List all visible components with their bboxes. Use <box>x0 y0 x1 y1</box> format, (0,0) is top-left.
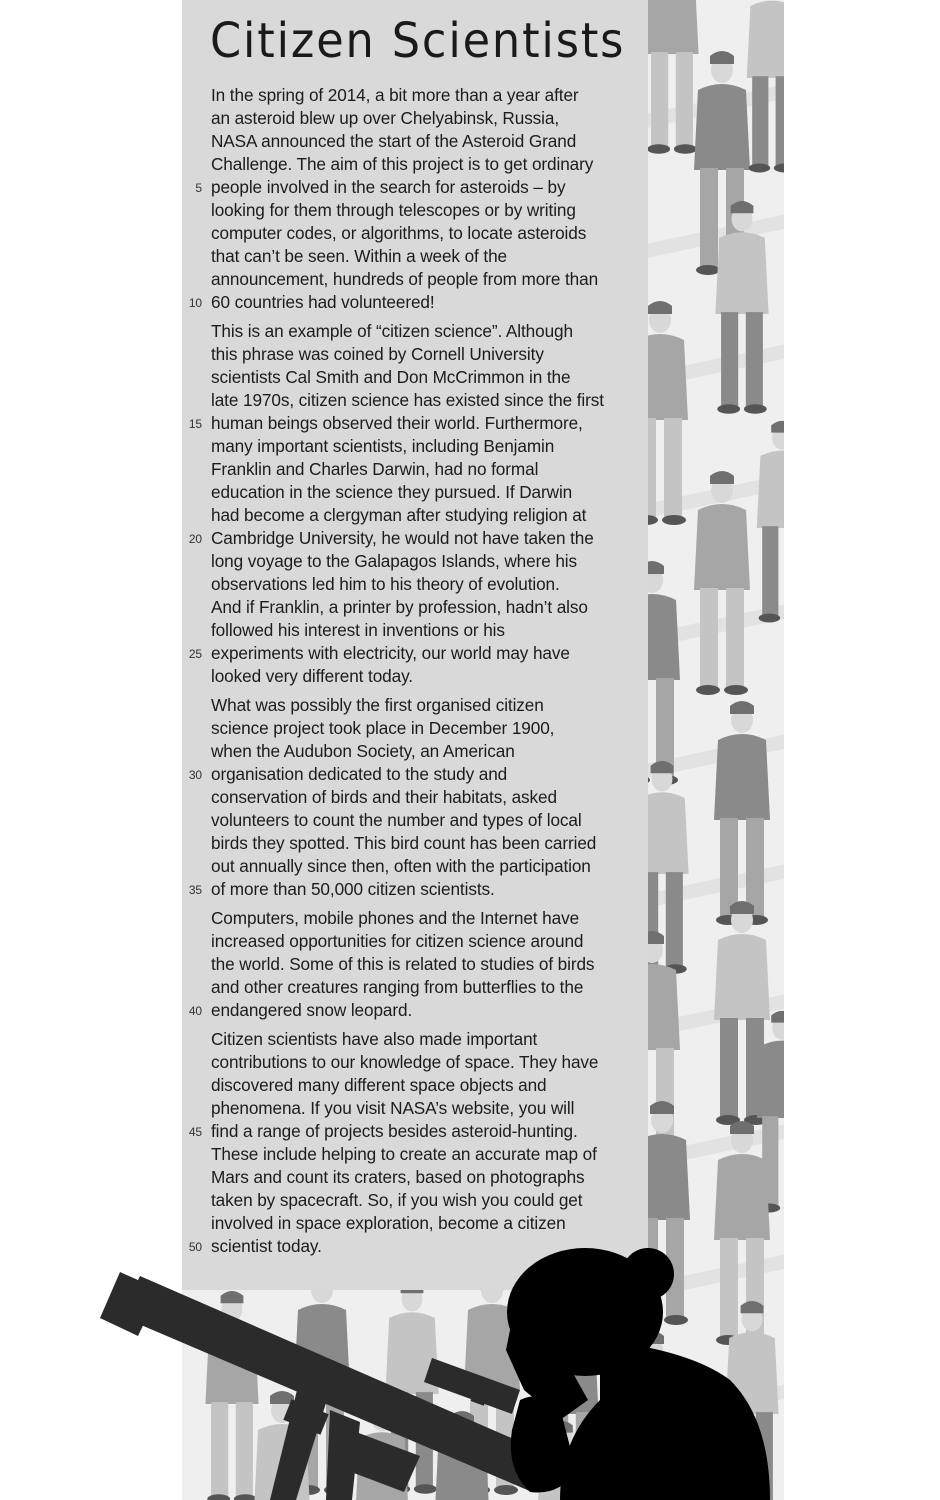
line-text: the world. Some of this is related to studies of birds <box>211 954 595 974</box>
text-line <box>182 1189 648 1212</box>
paragraph <box>182 694 648 901</box>
line-text: that can’t be seen. Within a week of the <box>211 246 508 266</box>
line-number: 35 <box>188 883 202 897</box>
text-line <box>182 291 648 314</box>
line-text: In the spring of 2014, a bit more than a year after <box>211 85 579 105</box>
text-line <box>182 412 648 435</box>
text-line <box>182 343 648 366</box>
line-number: 20 <box>188 532 202 546</box>
line-text: Franklin and Charles Darwin, had no formal <box>211 459 539 479</box>
text-line <box>182 458 648 481</box>
text-line <box>182 763 648 786</box>
text-line <box>182 320 648 343</box>
line-text: Computers, mobile phones and the Internet have <box>211 908 580 928</box>
text-line <box>182 245 648 268</box>
line-text: experiments with electricity, our world may have <box>211 643 570 663</box>
line-text: had become a clergyman after studying religion at <box>211 505 587 525</box>
text-line <box>182 740 648 763</box>
line-text: followed his interest in inventions or his <box>211 620 505 640</box>
line-text: NASA announced the start of the Asteroid Grand <box>211 131 577 151</box>
text-line <box>182 527 648 550</box>
text-line <box>182 665 648 688</box>
line-text: education in the science they pursued. If Darwin <box>211 482 573 502</box>
line-text: Mars and count its craters, based on photographs <box>211 1167 585 1187</box>
text-line <box>182 619 648 642</box>
line-number: 30 <box>188 768 202 782</box>
text-line <box>182 504 648 527</box>
paragraph <box>182 84 648 314</box>
text-line <box>182 107 648 130</box>
article-title: Citizen Scientists <box>210 13 626 69</box>
person-figure <box>714 701 770 925</box>
line-text: discovered many different space objects and <box>211 1075 547 1095</box>
text-line <box>182 1143 648 1166</box>
line-text: What was possibly the first organised citizen <box>211 695 544 715</box>
text-line <box>182 907 648 930</box>
line-number: 10 <box>188 296 202 310</box>
line-text: involved in space exploration, become a citizen <box>211 1213 566 1233</box>
line-number: 40 <box>188 1004 202 1018</box>
telescope-icon <box>100 1272 556 1500</box>
paragraph <box>182 320 648 688</box>
line-number: 50 <box>188 1240 202 1254</box>
text-line <box>182 999 648 1022</box>
text-line <box>182 435 648 458</box>
line-text: 60 countries had volunteered! <box>211 292 435 312</box>
line-text: science project took place in December 1900, <box>211 718 555 738</box>
line-number: 15 <box>188 417 202 431</box>
text-line <box>182 1097 648 1120</box>
line-text: people involved in the search for asteroids – by <box>211 177 566 197</box>
line-text: of more than 50,000 citizen scientists. <box>211 879 495 899</box>
text-line <box>182 573 648 596</box>
text-line <box>182 481 648 504</box>
line-text: volunteers to count the number and types of local <box>211 810 582 830</box>
text-line <box>182 596 648 619</box>
line-text: contributions to our knowledge of space. They have <box>211 1052 599 1072</box>
text-line <box>182 176 648 199</box>
text-line <box>182 130 648 153</box>
text-line <box>182 1120 648 1143</box>
line-text: And if Franklin, a printer by profession, hadn’t also <box>211 597 588 617</box>
text-line <box>182 855 648 878</box>
text-line <box>182 953 648 976</box>
line-text: when the Audubon Society, an American <box>211 741 515 761</box>
text-line <box>182 642 648 665</box>
line-text: human beings observed their world. Furthermore, <box>211 413 583 433</box>
line-text: many important scientists, including Benjamin <box>211 436 555 456</box>
line-text: late 1970s, citizen science has existed since the first <box>211 390 604 410</box>
line-number: 25 <box>188 647 202 661</box>
article-body <box>182 84 648 1264</box>
text-line <box>182 976 648 999</box>
line-text: observations led him to his theory of evolution. <box>211 574 560 594</box>
observation-scene <box>0 1230 940 1500</box>
text-line <box>182 717 648 740</box>
text-line <box>182 550 648 573</box>
text-line <box>182 930 648 953</box>
line-text: taken by spacecraft. So, if you wish you could get <box>211 1190 583 1210</box>
line-text: This is an example of “citizen science”. Although <box>211 321 573 341</box>
line-text: scientist today. <box>211 1236 322 1256</box>
line-text: Cambridge University, he would not have taken the <box>211 528 594 548</box>
line-number: 45 <box>188 1125 202 1139</box>
line-text: phenomena. If you visit NASA’s website, you will <box>211 1098 575 1118</box>
line-text: an asteroid blew up over Chelyabinsk, Russia, <box>211 108 560 128</box>
text-line <box>182 1051 648 1074</box>
text-line <box>182 809 648 832</box>
text-line <box>182 366 648 389</box>
line-text: out annually since then, often with the participation <box>211 856 591 876</box>
line-text: looking for them through telescopes or by writing <box>211 200 576 220</box>
line-text: increased opportunities for citizen science around <box>211 931 584 951</box>
text-line <box>182 84 648 107</box>
person-figure <box>757 421 784 623</box>
person-figure <box>747 0 784 173</box>
paragraph <box>182 1028 648 1258</box>
line-text: Challenge. The aim of this project is to get ordinary <box>211 154 594 174</box>
line-text: long voyage to the Galapagos Islands, where his <box>211 551 578 571</box>
text-line <box>182 694 648 717</box>
woman-silhouette-icon <box>506 1248 770 1500</box>
line-number: 5 <box>195 181 202 195</box>
line-text: endangered snow leopard. <box>211 1000 413 1020</box>
line-text: this phrase was coined by Cornell University <box>211 344 544 364</box>
line-text: These include helping to create an accurate map of <box>211 1144 597 1164</box>
line-text: conservation of birds and their habitats, asked <box>211 787 557 807</box>
text-line <box>182 199 648 222</box>
text-line <box>182 878 648 901</box>
text-line <box>182 1074 648 1097</box>
text-line <box>182 153 648 176</box>
text-line <box>182 222 648 245</box>
person-figure <box>645 0 698 154</box>
line-text: find a range of projects besides asteroid-hunting. <box>211 1121 578 1141</box>
line-text: organisation dedicated to the study and <box>211 764 508 784</box>
text-line <box>182 1166 648 1189</box>
line-text: Citizen scientists have also made important <box>211 1029 538 1049</box>
line-text: birds they spotted. This bird count has been carried <box>211 833 597 853</box>
text-line <box>182 832 648 855</box>
paragraph <box>182 907 648 1022</box>
text-line <box>182 268 648 291</box>
text-line <box>182 786 648 809</box>
text-line <box>182 389 648 412</box>
line-text: scientists Cal Smith and Don McCrimmon in the <box>211 367 571 387</box>
line-text: looked very different today. <box>211 666 413 686</box>
line-text: and other creatures ranging from butterflies to the <box>211 977 584 997</box>
line-text: announcement, hundreds of people from more than <box>211 269 599 289</box>
line-text: computer codes, or algorithms, to locate asteroids <box>211 223 587 243</box>
text-line <box>182 1028 648 1051</box>
